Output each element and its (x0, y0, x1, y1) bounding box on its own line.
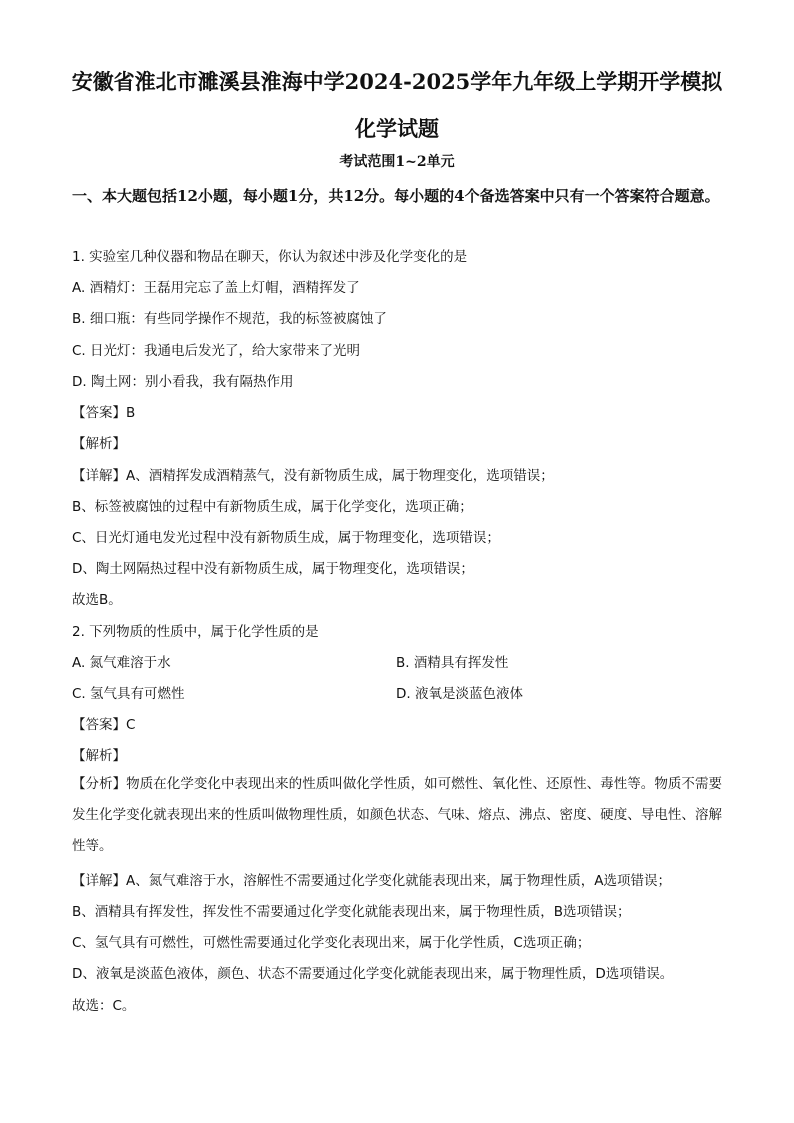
question-2-option-b: B. 酒精具有挥发性 (396, 655, 509, 671)
question-1-option-a: A. 酒精灯：王磊用完忘了盖上灯帽，酒精挥发了 (72, 280, 360, 296)
fenxi-text: 物质在化学变化中表现出来的性质叫做化学性质，如可燃性、氧化性、还原性、毒性等。物质不需要发生化学变化就表现出来的性质叫做物理性质，如颜色状态、气味、熔点、沸点、密度、硬度、导电性、溶解性等。 (72, 776, 723, 854)
question-2-detail-c: C、氢气具有可燃性，可燃性需要通过化学变化表现出来，属于化学性质，C选项正确； (72, 935, 591, 951)
question-1-detail-c: C、日光灯通电发光过程中没有新物质生成，属于物理变化，选项错误； (72, 530, 500, 546)
answer-label: 【答案】 (72, 717, 126, 733)
detail-text: A、酒精挥发成酒精蒸气，没有新物质生成，属于物理变化，选项错误； (126, 468, 554, 484)
question-1-stem: 1. 实验室几种仪器和物品在聊天，你认为叙述中涉及化学变化的是 (72, 249, 468, 265)
question-1-conclusion: 故选B。 (72, 592, 122, 608)
question-1-option-c: C. 日光灯：我通电后发光了，给大家带来了光明 (72, 343, 361, 359)
document-subject-title: 化学试题 (355, 116, 439, 141)
question-1-answer (72, 401, 135, 421)
question-1-detail-a (72, 464, 554, 484)
answer-value: C (126, 717, 136, 733)
detail-label: 【详解】 (72, 468, 126, 484)
question-2-detail-b: B、酒精具有挥发性，挥发性不需要通过化学变化就能表现出来，属于物理性质，B选项错误； (72, 904, 631, 920)
question-1-analysis-label: 【解析】 (72, 436, 126, 452)
question-2-stem: 2. 下列物质的性质中，属于化学性质的是 (72, 624, 319, 640)
question-2-fenxi (72, 769, 722, 862)
question-2-option-c: C. 氢气具有可燃性 (72, 686, 185, 702)
question-1-detail-d: D、陶土网隔热过程中没有新物质生成，属于物理变化，选项错误； (72, 561, 474, 577)
detail-text: A、氮气难溶于水，溶解性不需要通过化学变化就能表现出来，属于物理性质，A选项错误； (126, 873, 671, 889)
question-2-conclusion: 故选：C。 (72, 998, 136, 1014)
question-2-option-d: D. 液氧是淡蓝色液体 (396, 686, 523, 702)
question-1-detail-b: B、标签被腐蚀的过程中有新物质生成，属于化学变化，选项正确； (72, 499, 473, 515)
detail-label: 【详解】 (72, 873, 126, 889)
answer-label: 【答案】 (72, 405, 126, 421)
exam-scope: 考试范围1~2单元 (339, 154, 455, 170)
answer-value: B (126, 405, 136, 421)
document-title: 安徽省淮北市濉溪县淮海中学2024-2025学年九年级上学期开学模拟 (71, 69, 723, 94)
question-2-answer (72, 713, 135, 733)
question-2-option-a: A. 氮气难溶于水 (72, 655, 171, 671)
question-1-option-d: D. 陶土网：别小看我，我有隔热作用 (72, 374, 294, 390)
fenxi-label: 【分析】 (72, 776, 127, 792)
question-2-detail-a (72, 869, 671, 889)
section-heading: 一、本大题包括12小题，每小题1分，共12分。每小题的4个备选答案中只有一个答案符合题意。 (72, 187, 720, 205)
question-2-analysis-label: 【解析】 (72, 748, 126, 764)
question-2-detail-d: D、液氧是淡蓝色液体，颜色、状态不需要通过化学变化就能表现出来，属于物理性质，D选项错误。 (72, 966, 674, 982)
question-1-option-b: B. 细口瓶：有些同学操作不规范，我的标签被腐蚀了 (72, 311, 387, 327)
